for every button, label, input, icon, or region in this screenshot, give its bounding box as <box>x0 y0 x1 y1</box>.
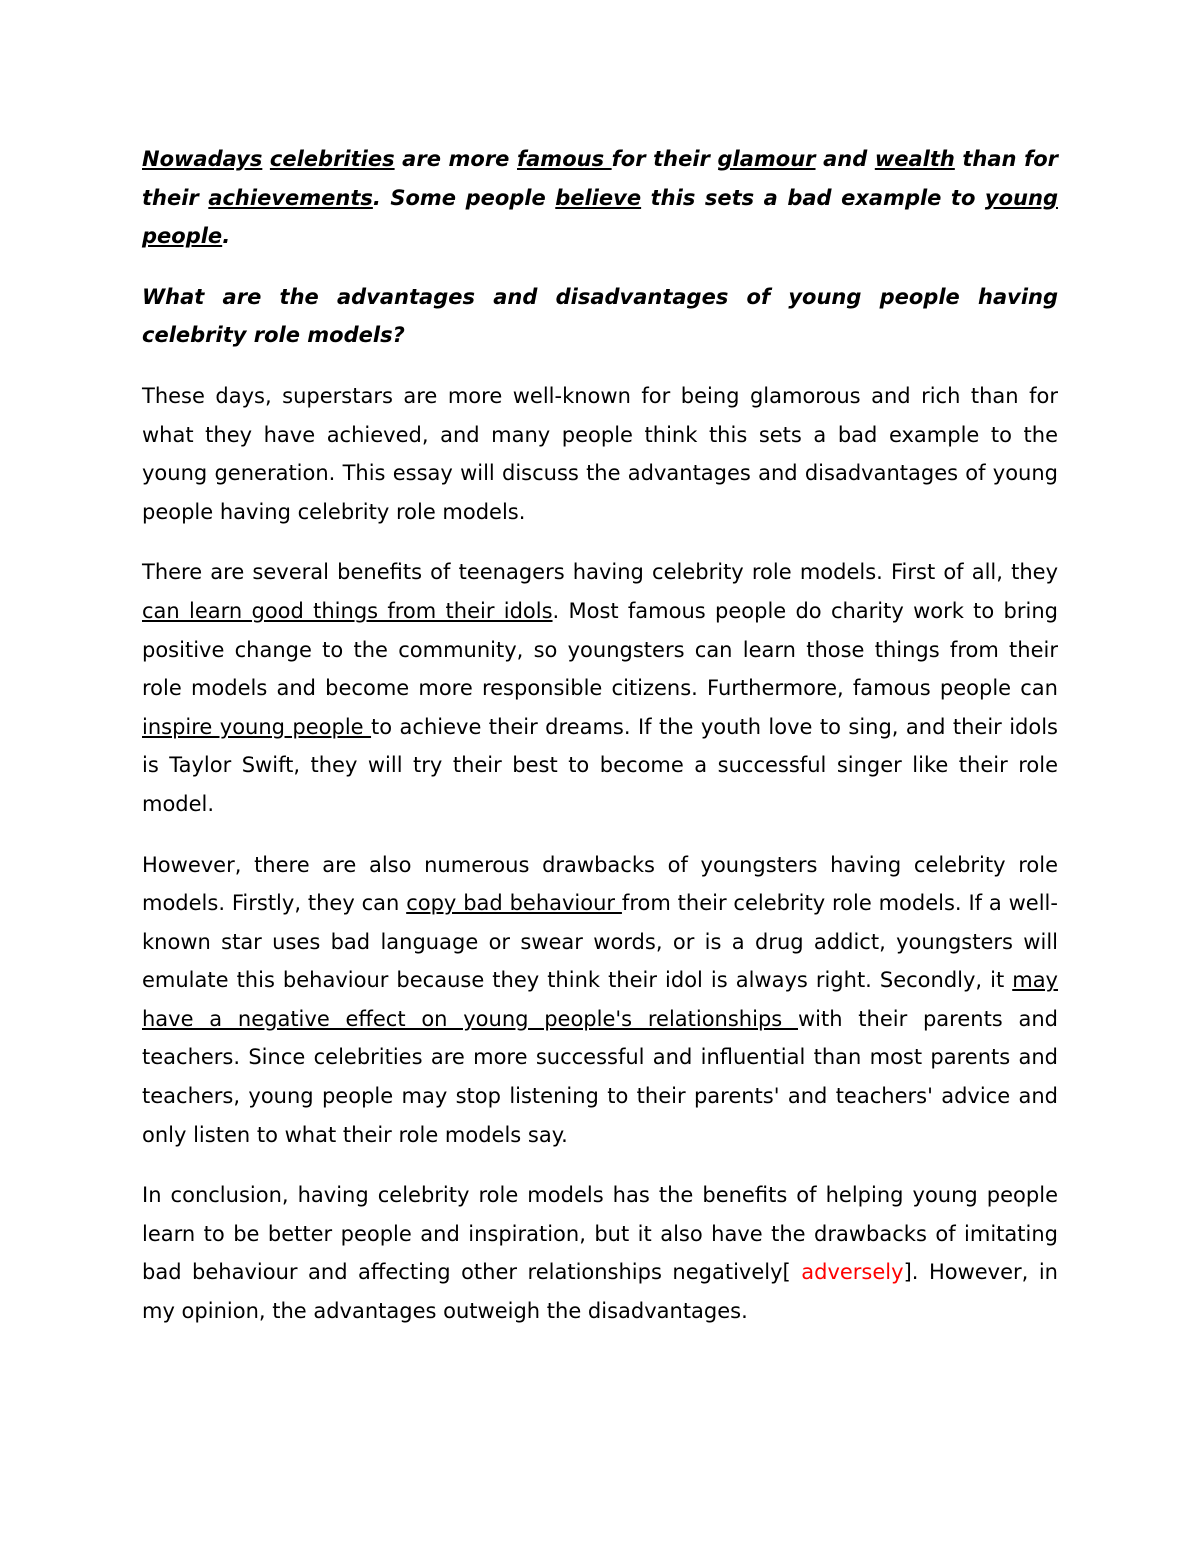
essay-conclusion <box>142 1176 1058 1330</box>
statement-text: are more <box>394 147 517 171</box>
keyword-underlined: famous <box>517 147 612 171</box>
keyword-underlined: celebrities <box>269 147 395 171</box>
paragraph-text: with their parents and teachers. Since celebrities are more successful and influential than most parents and teachers, young people may stop listening to their parents' and teachers' advice and only listen to what their role models say. <box>142 1006 1059 1147</box>
paragraph-text: However, there are also numerous drawbacks of youngsters having celebrity role models. Firstly, they can <box>142 852 1058 916</box>
paragraph-text: There are several benefits of teenagers having celebrity role models. First of all, they <box>142 560 1058 585</box>
paragraph-text: from their celebrity role models. If a well-known star uses bad language or swear words, or is a drug addict, youngsters will emulate this behaviour because they think their idol is always right. Secondly, it <box>142 891 1058 993</box>
document-body <box>142 140 1058 1353</box>
essay-introduction: These days, superstars are more well-known for being glamorous and rich than for what they have achieved, and many people think this sets a bad example to the young generation. This essay will discuss the advantages and disadvantages of young people having celebrity role models. <box>142 383 1058 524</box>
keyword-underlined: young people <box>142 185 1058 249</box>
paragraph-text: In conclusion, having celebrity role models has the benefits of helping young people learn to be better people and inspiration, but it also have the drawbacks of imitating bad behaviour and affecting other relationships negatively[ <box>142 1183 1058 1285</box>
prompt-question: What are the advantages and disadvantages of young people having celebrity role models? <box>142 284 1058 348</box>
essay-body-paragraph-2 <box>142 846 1058 1155</box>
keyword-underlined: wealth <box>874 147 955 171</box>
keyword-underlined: Nowadays <box>142 147 263 171</box>
statement-text: . <box>222 224 231 249</box>
correction-annotation: adversely <box>790 1260 904 1285</box>
statement-text: . Some people <box>372 185 556 210</box>
essay-body-paragraph-1 <box>142 553 1058 823</box>
paragraph-text: . Most famous people do charity work to bring positive change to the community, so youngsters can learn those things from their role models and become more responsible citizens. Furthermore, famous people can <box>142 598 1058 701</box>
statement-text: for their <box>611 147 718 171</box>
paragraph-text: to achieve their dreams. If the youth love to sing, and their idols is Taylor Swift, they will try their best to become a successful singer like their role model. <box>142 714 1059 816</box>
keyword-underlined: achievements <box>208 185 373 210</box>
keyword-underlined: believe <box>555 185 642 210</box>
statement-text <box>262 147 270 171</box>
statement-text: this sets a bad example to <box>641 185 985 210</box>
paragraph-text: ]. However, in my opinion, the advantages outweigh the disadvantages. <box>142 1260 1058 1324</box>
underlined-phrase: may have a negative effect on young people's relationships <box>142 968 1058 1031</box>
statement-text: than for their <box>142 147 1058 210</box>
statement-text: and <box>815 147 875 171</box>
underlined-phrase: copy bad behaviour <box>406 891 622 916</box>
underlined-phrase: inspire young people <box>142 714 372 739</box>
underlined-phrase: can learn good things from their idols <box>142 598 553 623</box>
prompt-statement <box>142 140 1058 256</box>
keyword-underlined: glamour <box>717 147 816 171</box>
